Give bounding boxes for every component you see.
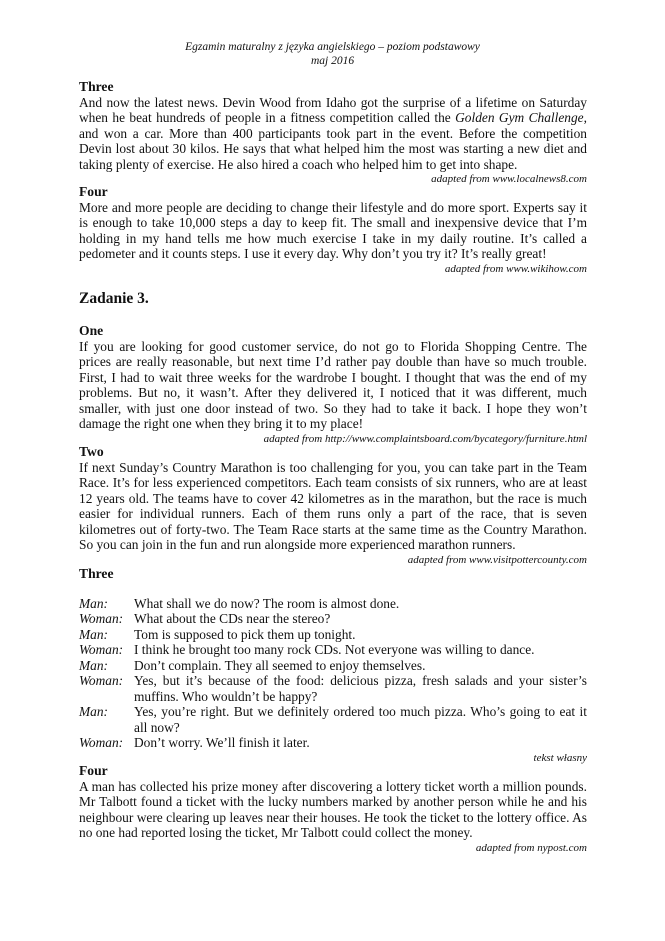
speaker-label: Woman: [79, 735, 124, 750]
spoken-line: Yes, but it’s because of the food: delicious pizza, fresh salads and your sister’s muffins. Who wouldn’t be happy? [134, 673, 587, 704]
section-text: If next Sunday’s Country Marathon is too challenging for you, you can take part in the Team Race. It’s for less experienced competitors. Each team consists of six runners, who are at least 12 years old. The teams have to cover 42 kilometres as in the marathon, but the race is much easier for individual runners. Each of them runs only a part of the race, that is seven kilometres out of forty-two. The Team Race starts at the same time as the Country Marathon. So you can join in the fun and run alongside more experienced marathon runners. [79, 459, 587, 552]
section-two [79, 444, 587, 567]
spoken-line: Yes, you’re right. But we definitely ordered too much pizza. Who’s going to eat it all now? [134, 704, 587, 735]
source-citation: adapted from www.localnews8.com [431, 173, 587, 185]
exam-header [0, 40, 665, 68]
section-text: If you are looking for good customer service, do not go to Florida Shopping Centre. The prices are really reasonable, but next time I’d rather pay double than have so much trouble. First, I had to wait three weeks for the wardrobe I bought. I thought that was the end of my problems. But no, it wasn’t. After they delivered it, I noticed that it was different, much smaller, with just one door instead of two. So they had to take it back. I hope they won’t damage the right one when they bring it to my place! [79, 338, 587, 431]
spoken-line: I think he brought too many rock CDs. Not everyone was willing to dance. [134, 642, 535, 657]
text-part: , and won a car. More than 400 participants took part in the event. Before the competition Devin lost about 30 kilos. He says that what helped him the most was starting a new diet and taking plenty of exercise. He also hired a coach who helped him to get into shape. [79, 110, 587, 172]
dialogue-line [79, 596, 587, 612]
speaker-label: Woman: [79, 642, 124, 657]
dialogue-line [79, 658, 587, 674]
section-heading: Four [79, 763, 108, 778]
section-heading: One [79, 323, 104, 338]
dialogue-line [79, 611, 587, 627]
spoken-line: Tom is supposed to pick them up tonight. [134, 626, 356, 642]
task-title: Zadanie 3. [79, 290, 149, 307]
section-one [79, 323, 587, 446]
header-date: maj 2016 [310, 55, 355, 67]
speaker-label: Man: [79, 595, 109, 611]
section-three [79, 566, 587, 765]
speaker-label: Woman: [79, 673, 124, 688]
dialogue-line [79, 673, 587, 704]
section-text [79, 95, 587, 173]
section-prev-four [79, 184, 587, 276]
spoken-line: Don’t complain. They all seemed to enjoy themselves. [134, 657, 426, 673]
section-heading: Four [79, 184, 108, 199]
spoken-line: Don’t worry. We’ll finish it later. [134, 735, 310, 750]
speaker-label: Man: [79, 704, 109, 719]
spoken-line: What shall we do now? The room is almost done. [134, 595, 400, 611]
section-heading: Two [79, 444, 104, 459]
section-heading: Three [79, 566, 114, 581]
dialogue-line [79, 627, 587, 643]
section-text: A man has collected his prize money after discovering a lottery ticket worth a million pounds. Mr Talbott found a ticket with the lucky numbers marked by another person while he and his neighbour were clearing up leaves near their houses. He took the ticket to the lottery office. As no one had reported losing the ticket, Mr Talbott could collect the money. [79, 778, 587, 840]
source-citation: adapted from www.visitpottercounty.com [407, 553, 587, 566]
header-title: Egzamin maturalny z języka angielskiego – poziom podstawowy [185, 41, 480, 53]
section-text: More and more people are deciding to change their lifestyle and do more sport. Experts say it is enough to take 10,000 steps a day to keep fit. The small and inexpensive device that I’m holding in my hand tells me how much exercise I take in my daily routine. It’s called a pedometer and it counts steps. I use it every day. Why don’t you try it? It’s really great! [79, 199, 587, 261]
dialogue [79, 596, 587, 751]
section-prev-three [79, 79, 587, 186]
spoken-line: What about the CDs near the stereo? [134, 611, 331, 626]
speaker-label: Woman: [79, 611, 124, 626]
section-four [79, 763, 587, 855]
source-citation: adapted from www.wikihow.com [444, 262, 587, 275]
text-part: And now the latest news. Devin Wood from Idaho got the surprise of a lifetime on Saturday when he beat hundreds of people in a fitness competition called the [79, 94, 587, 125]
competition-name: Golden Gym Challenge [455, 110, 584, 125]
dialogue-line [79, 735, 587, 751]
source-citation: adapted from http://www.complaintsboard.com/bycategory/furniture.html [263, 432, 587, 445]
speaker-label: Man: [79, 626, 109, 642]
speaker-label: Man: [79, 657, 109, 673]
source-citation: adapted from nypost.com [475, 841, 587, 854]
dialogue-line [79, 704, 587, 735]
source-citation: tekst własny [533, 751, 587, 764]
dialogue-line [79, 642, 587, 658]
section-heading: Three [79, 79, 114, 94]
